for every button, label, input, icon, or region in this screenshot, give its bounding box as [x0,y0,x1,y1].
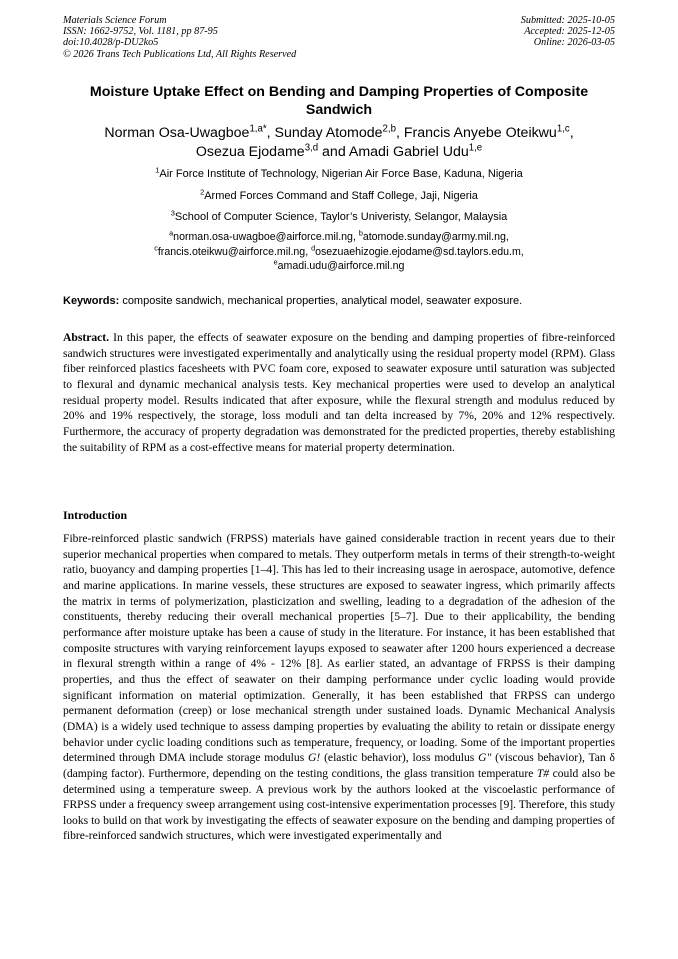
keywords-text: composite sandwich, mechanical properties, analytical model, seawater exposure. [122,295,523,307]
affiliation-1: $^1$Air Force Institute of Technology, Nigerian Air Force Base, Kaduna, Nigeria [155,165,523,180]
email-a[interactable]: $^a$norman.osa-uwagboe@airforce.mil.ng [169,228,353,243]
affiliation-3: $^3$School of Computer Science, Taylor’s Univeristy, Selangor, Malaysia [170,208,508,223]
abstract-text: In this paper, the effects of seawater exposure on the bending and damping properties of fibre-reinforced sandwich structures were investigated experimentally and analytically using the residual property model (RPM). Glass fiber reinforced plastics facesheets with PVC foam core, exposed to seawater exposure until saturation was subjected to flexural and dynamic mechanical analysis tests. Key mechanical properties were used to develop an analytical residual property model. Results indicated that after exposure, while the flexural strength and modulus reduced by 20% and 19% respectively, the storage, loss moduli and tan delta increased by 7%, 20% and 12% respectively. Furthermore, the accuracy of property degradation was demonstrated for the predicted properties, thereby establishing the suitability of RPM as a cost-effective means for material property determination. [63,331,615,454]
author-list [63,124,615,162]
introduction-heading: Introduction [63,508,128,522]
email-e[interactable]: $^e$amadi.udu@airforce.mil.ng [273,257,405,273]
abstract-label: Abstract. [63,331,110,344]
author: Osezua Ejodame$^{3,d}$ and [195,142,349,160]
email-d[interactable]: $^d$osezuaehizogie.ejodame@sd.taylors.edu.m [311,243,521,258]
author: Norman Osa-Uwagboe$^{1,a*}$, [104,123,275,141]
doi-line: doi:10.4028/p-DU2ko5 [63,37,159,49]
submitted-date: Submitted: 2025-10-05 [520,15,615,26]
accepted-date: Accepted: 2025-12-05 [524,26,615,38]
author: Amadi Gabriel Udu$^{1,e}$ [348,142,483,160]
email-b[interactable]: $^b$atomode.sunday@army.mil.ng [358,228,506,243]
online-date: Online: 2026-03-05 [533,37,615,49]
glass-transition-symbol: T# [536,766,550,780]
abstract [63,330,615,455]
author: Francis Anyebe Oteikwu$^{1,c}$, [403,123,574,141]
copyright-line: © 2026 Trans Tech Publications Ltd, All Rights Reserved [63,48,297,60]
keywords [63,294,615,308]
email-list: $^a$norman.osa-uwagboe@airforce.mil.ng, $^b$atomode.sunday@army.mil.ng, $^c$francis.oteikwu@airforce.mil.ng, $^d$osezuaehizogie.ejodame@sd.taylors.edu.m, $^e$amadi.udu@airforce.mil.ng [154,228,524,273]
journal-info [63,15,296,60]
email-c[interactable]: $^c$francis.oteikwu@airforce.mil.ng [154,243,306,258]
loss-modulus-symbol: G" [478,751,492,765]
storage-modulus-symbol: G! [308,751,321,765]
author: Sunday Atomode$^{2,b}$, [274,123,404,141]
submission-dates [521,15,615,49]
journal-name: Materials Science Forum [63,15,167,26]
keywords-label: Keywords: [63,295,120,307]
affiliation-2: $^2$Armed Forces Command and Staff College, Jaji, Nigeria [200,187,478,202]
issn-line: ISSN: 1662-9752, Vol. 1181, pp 87-95 [63,26,218,38]
introduction-body: Fibre-reinforced plastic sandwich (FRPSS) materials have gained considerable traction in recent years due to their superior mechanical properties when compared to metals. They outperform metals in terms of their strength-to-weight ratio, buoyancy and damping properties [1–4]. This has led to their increasing usage in aerospace, automotive, defence and marine applications. In marine vessels, these structures are exposed to seawater ingress, which primarily affects the matrix in terms of polymerization, plasticization and swelling, leading to a degradation of the adhesion of the constituents, thereby reducing their overall mechanical properties [5–7]. Due to their applicability, the bending performance after moisture uptake has been a cause of study in the literature. For instance, it has been established that composite structures with varying reinforcement layups exposed to seawater after 1200 hours experienced a decrease in flexural strength within a range of 4% - 12% [8]. As earlier stated, an advantage of FRPSS is their damping properties, and thus the effect of seawater on their damping performance under cyclic loading would provide significant information on material optimization. Generally, it has been established that FRPSS can undergo permanent deformation (creep) or lose mechanical strength under sustained loads. Dynamic Mechanical Analysis (DMA) is a widely used technique to assess damping properties by evaluating the ability to retain or dissipate energy behavior under cyclic loading conditions such as temperature, frequency, or loading. Some of the important properties determined through DMA include storage modulus G! (elastic behavior), loss modulus G" (viscous behavior), Tan δ (damping factor). Furthermore, depending on the testing conditions, the glass transition temperature T# could also be determined using a temperature sweep. A previous work by the authors looked at the viscoelastic performance of FRPSS under a frequency sweep arrangement using cost-intensive experimentation processes [9]. Therefore, this study looks to build on that work by investigating the effects of seawater exposure on the bending and damping properties of fibre-reinforced sandwich structures, which were investigated experimentally and [63,532,615,843]
paper-title: Moisture Uptake Effect on Bending and Damping Properties of Composite Sandwich [89,84,589,118]
